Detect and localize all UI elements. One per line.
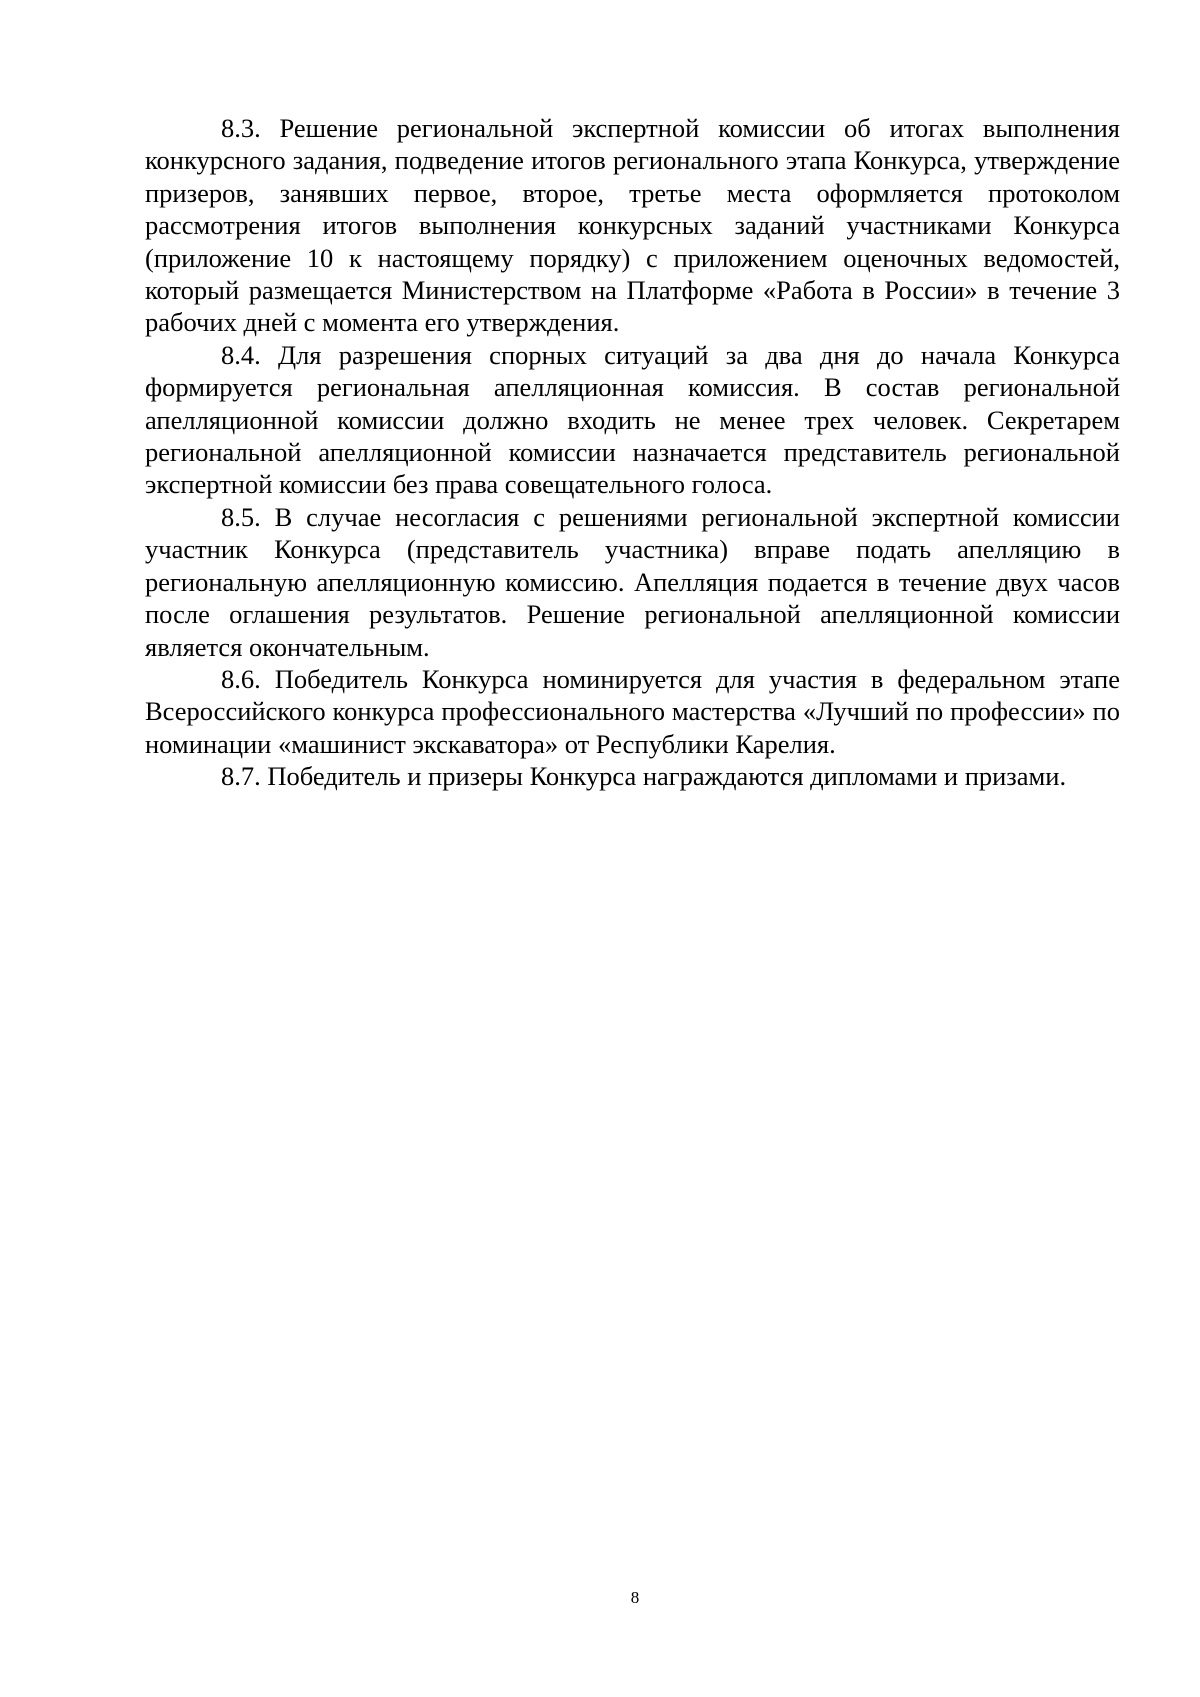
document-body: [145, 112, 1120, 793]
page-number: 8: [630, 1588, 640, 1607]
paragraph-8-7: 8.7. Победитель и призеры Конкурса награждаются дипломами и призами.: [221, 761, 1067, 792]
paragraph-8-6: 8.6. Победитель Конкурса номинируется для участия в федеральном этапе Всероссийского конкурса профессионального мастерства «Лучший по профессии» по номинации «машинист экскаватора» от Республики Карелия.: [145, 663, 1120, 759]
paragraph-8-3: 8.3. Решение региональной экспертной комиссии об итогах выполнения конкурсного задания, подведение итогов регионального этапа Конкурса, утверждение призеров, занявших первое, второе, третье места оформляется протоколом рассмотрения итогов выполнения конкурсных заданий участниками Конкурса (приложение 10 к настоящему порядку) с приложением оценочных ведомостей, который размещается Министерством на Платформе «Работа в России» в течение 3 рабочих дней с момента его утверждения.: [145, 113, 1120, 338]
paragraph-8-5: 8.5. В случае несогласия с решениями региональной экспертной комиссии участник Конкурса (представитель участника) вправе подать апелляцию в региональную апелляционную комиссию. Апелляция подается в течение двух часов после оглашения результатов. Решение региональной апелляционной комиссии является окончательным.: [145, 501, 1120, 662]
paragraph-8-4: 8.4. Для разрешения спорных ситуаций за два дня до начала Конкурса формируется региональная апелляционная комиссия. В состав региональной апелляционной комиссии должно входить не менее трех человек. Секретарем региональной апелляционной комиссии назначается представитель региональной экспертной комиссии без права совещательного голоса.: [145, 339, 1120, 500]
